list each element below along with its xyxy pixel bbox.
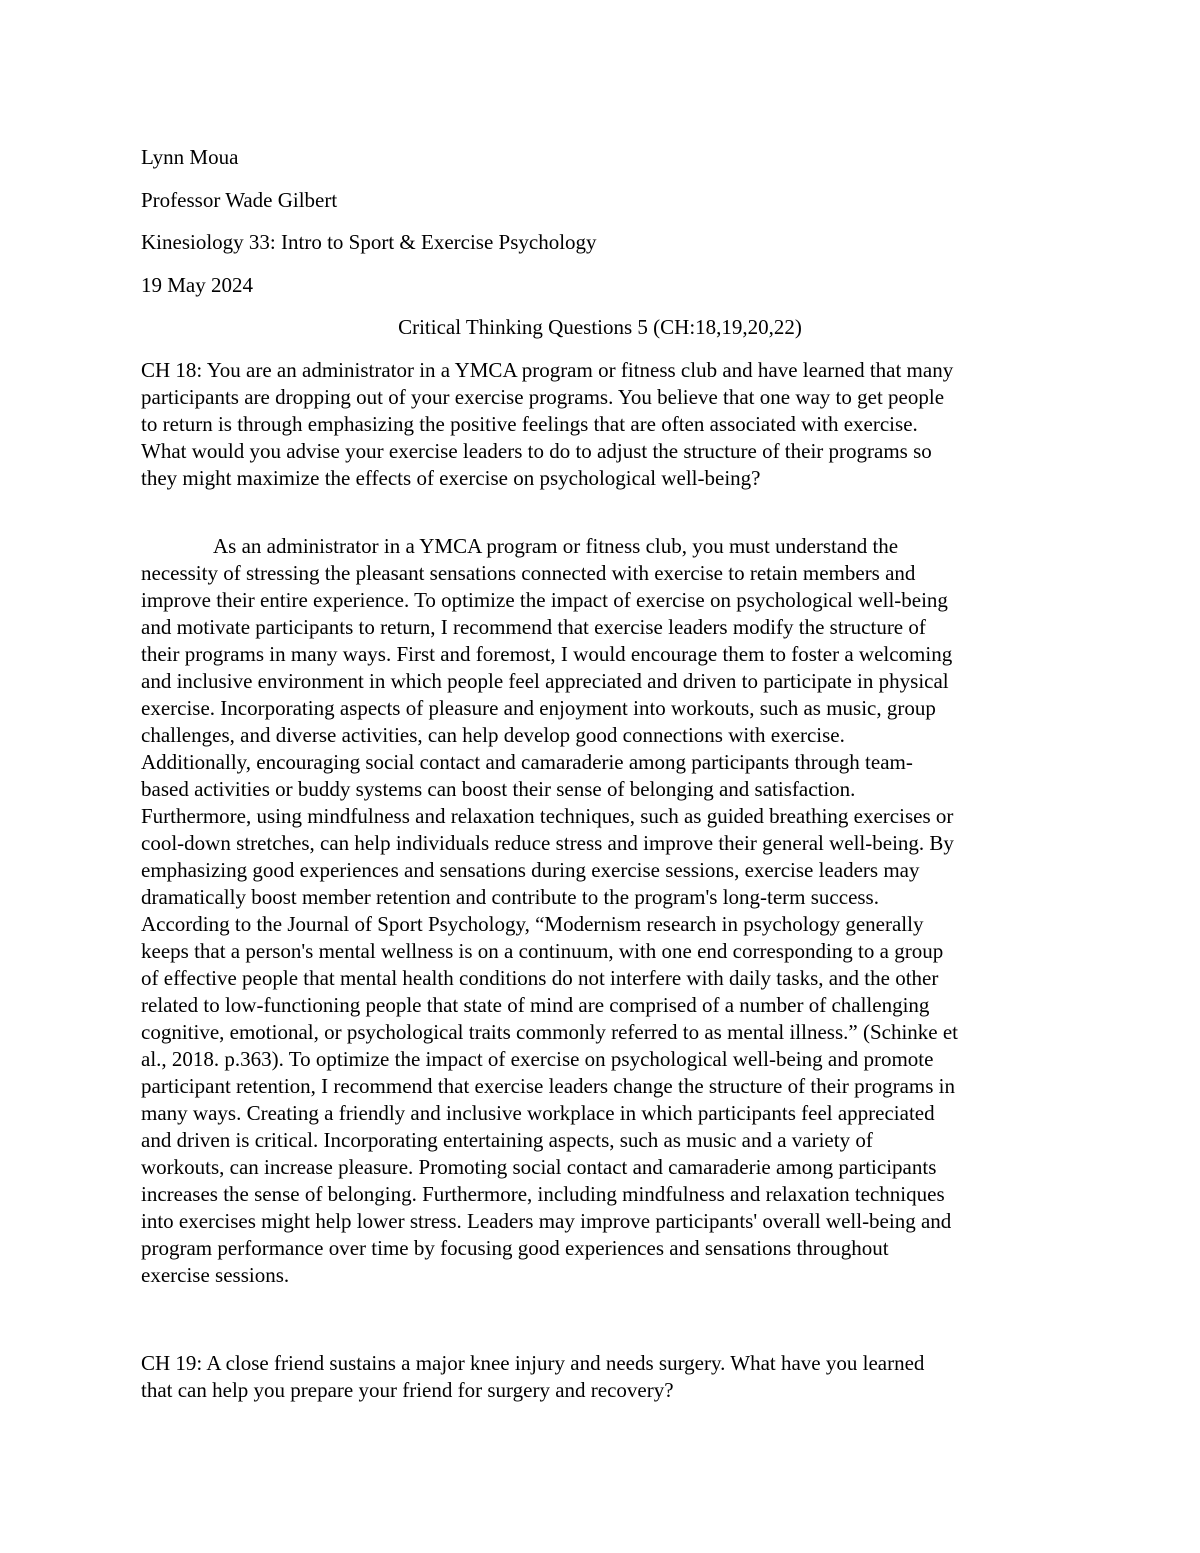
- answer-ch18: [141, 533, 1059, 1289]
- answer-line: many ways. Creating a friendly and inclusive workplace in which participants feel appreciated: [141, 1101, 935, 1125]
- answer-line: program performance over time by focusing good experiences and sensations throughout: [141, 1236, 889, 1260]
- answer-line: According to the Journal of Sport Psychology, “Modernism research in psychology generally: [141, 912, 924, 936]
- answer-line: exercise. Incorporating aspects of pleasure and enjoyment into workouts, such as music, group: [141, 696, 936, 720]
- question-line: participants are dropping out of your exercise programs. You believe that one way to get people: [141, 385, 945, 409]
- question-line: CH 19: A close friend sustains a major knee injury and needs surgery. What have you learned: [141, 1351, 925, 1375]
- answer-line: challenges, and diverse activities, can help develop good connections with exercise.: [141, 723, 845, 747]
- question-line: CH 18: You are an administrator in a YMCA program or fitness club and have learned that many: [141, 358, 954, 382]
- answer-line: into exercises might help lower stress. Leaders may improve participants' overall well-being and: [141, 1209, 952, 1233]
- answer-line: al., 2018. p.363). To optimize the impact of exercise on psychological well-being and promote: [141, 1047, 934, 1071]
- answer-line: cool-down stretches, can help individuals reduce stress and improve their general well-being. By: [141, 831, 954, 855]
- answer-line: exercise sessions.: [141, 1263, 290, 1287]
- answer-line: cognitive, emotional, or psychological traits commonly referred to as mental illness.” (Schinke et: [141, 1020, 959, 1044]
- student-name: Lynn Moua: [141, 145, 239, 169]
- answer-line: improve their entire experience. To optimize the impact of exercise on psychological well-being: [141, 588, 948, 612]
- answer-line: As an administrator in a YMCA program or fitness club, you must understand the: [213, 534, 899, 558]
- question-line: they might maximize the effects of exercise on psychological well-being?: [141, 466, 761, 490]
- question-ch18: [141, 357, 1059, 492]
- question-ch19: [141, 1350, 1059, 1404]
- answer-line: necessity of stressing the pleasant sensations connected with exercise to retain members and: [141, 561, 916, 585]
- answer-line: dramatically boost member retention and contribute to the program's long-term success.: [141, 885, 879, 909]
- course-name: Kinesiology 33: Intro to Sport & Exercise Psychology: [141, 230, 597, 254]
- answer-line: related to low-functioning people that state of mind are comprised of a number of challenging: [141, 993, 930, 1017]
- answer-line: based activities or buddy systems can boost their sense of belonging and satisfaction.: [141, 777, 856, 801]
- question-line: What would you advise your exercise leaders to do to adjust the structure of their programs so: [141, 439, 932, 463]
- answer-line: increases the sense of belonging. Furthermore, including mindfulness and relaxation techniques: [141, 1182, 945, 1206]
- answer-line: Additionally, encouraging social contact and camaraderie among participants through team-: [141, 750, 913, 774]
- answer-line: and motivate participants to return, I recommend that exercise leaders modify the structure of: [141, 615, 926, 639]
- answer-line: keeps that a person's mental wellness is on a continuum, with one end corresponding to a group: [141, 939, 944, 963]
- professor-name: Professor Wade Gilbert: [141, 188, 338, 212]
- answer-line: and driven is critical. Incorporating entertaining aspects, such as music and a variety of: [141, 1128, 873, 1152]
- answer-line: emphasizing good experiences and sensations during exercise sessions, exercise leaders may: [141, 858, 920, 882]
- question-line: to return is through emphasizing the positive feelings that are often associated with exercise.: [141, 412, 918, 436]
- answer-line: of effective people that mental health conditions do not interfere with daily tasks, and the other: [141, 966, 939, 990]
- answer-line: and inclusive environment in which people feel appreciated and driven to participate in physical: [141, 669, 949, 693]
- question-line: that can help you prepare your friend for surgery and recovery?: [141, 1378, 674, 1402]
- submission-date: 19 May 2024: [141, 273, 253, 297]
- document-title: Critical Thinking Questions 5 (CH:18,19,20,22): [398, 315, 802, 339]
- answer-line: their programs in many ways. First and foremost, I would encourage them to foster a welcoming: [141, 642, 953, 666]
- answer-line: Furthermore, using mindfulness and relaxation techniques, such as guided breathing exercises or: [141, 804, 954, 828]
- answer-line: participant retention, I recommend that exercise leaders change the structure of their programs in: [141, 1074, 955, 1098]
- answer-line: workouts, can increase pleasure. Promoting social contact and camaraderie among participants: [141, 1155, 937, 1179]
